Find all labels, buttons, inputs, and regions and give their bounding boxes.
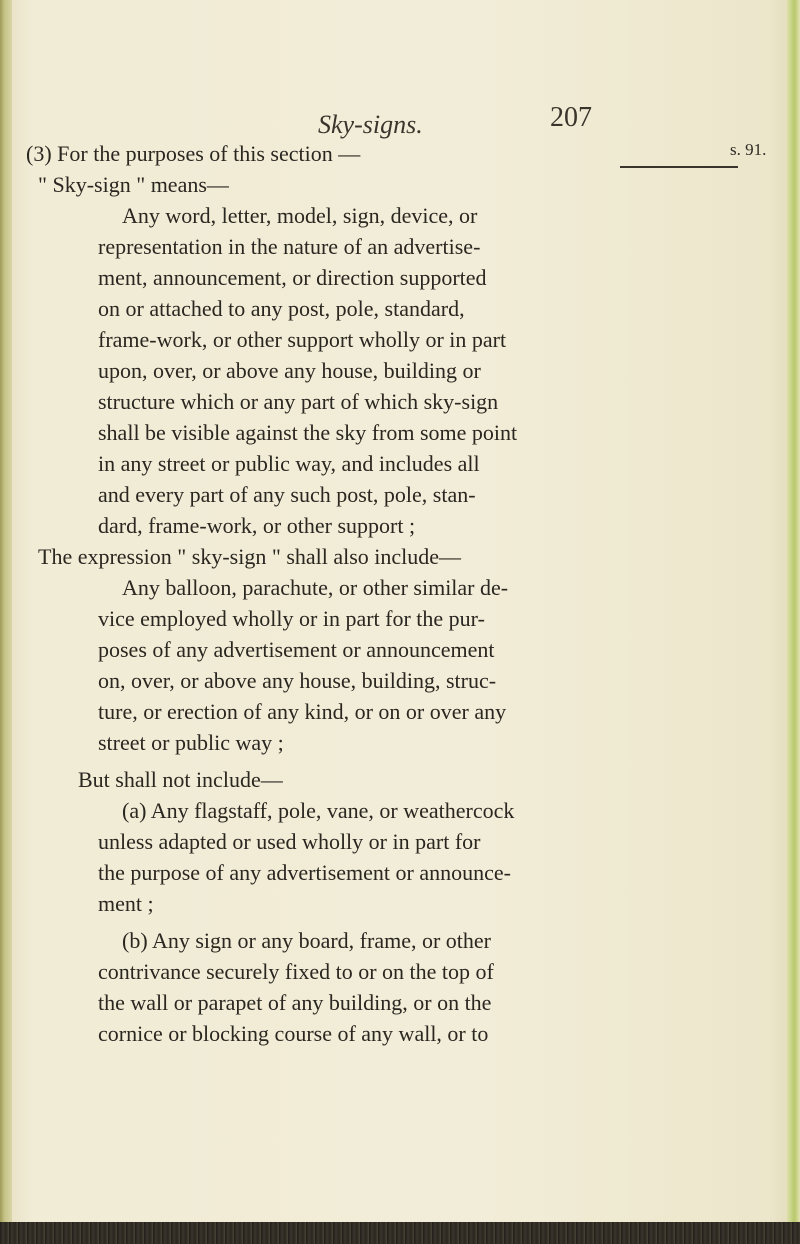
include-line: vice employed wholly or in part for the pur- bbox=[98, 606, 485, 631]
running-title: Sky-signs. bbox=[318, 110, 423, 139]
definition-line: structure which or any part of which sky-sign bbox=[98, 389, 499, 414]
include-line: ture, or erection of any kind, or on or over any bbox=[98, 699, 507, 724]
item-a-line: (a) Any flagstaff, pole, vane, or weathercock bbox=[122, 798, 515, 823]
definition-line: frame-work, or other support wholly or in part bbox=[98, 327, 507, 352]
item-b-line: (b) Any sign or any board, frame, or other bbox=[122, 928, 492, 953]
definition-line: ment, announcement, or direction supported bbox=[98, 265, 487, 290]
item-a-line: unless adapted or used wholly or in part for bbox=[98, 829, 481, 854]
exclude-intro: But shall not include— bbox=[78, 767, 283, 792]
include-line: street or public way ; bbox=[98, 730, 284, 755]
definition-line: and every part of any such post, pole, stan- bbox=[98, 482, 476, 507]
item-a-line: the purpose of any advertisement or announce- bbox=[98, 860, 511, 885]
clause-heading: (3) For the purposes of this section — bbox=[26, 141, 361, 166]
definition-line: representation in the nature of an advertise- bbox=[98, 234, 481, 259]
definition-line: dard, frame-work, or other support ; bbox=[98, 513, 416, 538]
definition-line: on or attached to any post, pole, standard, bbox=[98, 296, 465, 321]
page-number: 207 bbox=[550, 102, 592, 133]
definition-line: upon, over, or above any house, building or bbox=[98, 358, 481, 383]
definition-term: " Sky-sign " means— bbox=[38, 172, 229, 197]
definition-line: in any street or public way, and includes all bbox=[98, 451, 480, 476]
page-bottom-edge bbox=[0, 1222, 800, 1244]
margin-section-reference: s. 91. bbox=[730, 140, 767, 159]
include-line: on, over, or above any house, building, struc- bbox=[98, 668, 497, 693]
item-a-line: ment ; bbox=[98, 891, 154, 916]
definition-line: Any word, letter, model, sign, device, or bbox=[122, 203, 478, 228]
definition-line: shall be visible against the sky from some point bbox=[98, 420, 518, 445]
page-body-text bbox=[0, 138, 800, 1049]
item-b-line: cornice or blocking course of any wall, or to bbox=[98, 1021, 489, 1046]
item-b-line: contrivance securely fixed to or on the top of bbox=[98, 959, 494, 984]
include-line: poses of any advertisement or announcement bbox=[98, 637, 495, 662]
item-b-line: the wall or parapet of any building, or on the bbox=[98, 990, 492, 1015]
expression-intro: The expression " sky-sign " shall also include— bbox=[38, 544, 462, 569]
include-line: Any balloon, parachute, or other similar de- bbox=[122, 575, 509, 600]
